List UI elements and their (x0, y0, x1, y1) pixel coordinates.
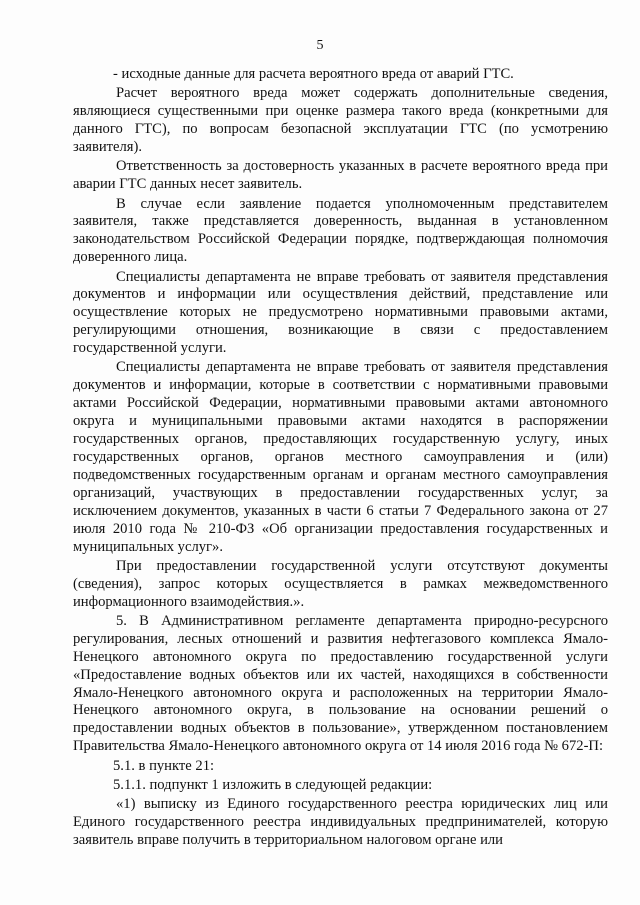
paragraph: 5.1.1. подпункт 1 изложить в следующей редакции: (113, 776, 433, 793)
paragraph: «1) выписку из Единого государственного реестра юридических лиц или Единого государственного реестра индивидуальных предпринимателей, которую заявитель вправе получить в территориальном налоговом органе или (73, 796, 608, 848)
paragraph: 5.1. в пункте 21: (113, 757, 215, 774)
page-number: 5 (316, 38, 324, 53)
paragraph: 5. В Административном регламенте департамента природно-ресурсного регулирования, лесных отношений и развития нефтегазового комплекса Ямало-Ненецкого автономного округа по предоставлению государственной услуги «Предоставление водных объектов или их частей, находящихся в собственности Ямало-Ненецкого автономного округа и расположенных на территории Ямало-Ненецкого автономного округа, в пользование на основании решений о предоставлении водных объектов в пользование», утвержденном постановлением Правительства Ямало-Ненецкого автономного округа от 14 июля 2016 года № 672-П: (73, 612, 608, 755)
paragraph: - исходные данные для расчета вероятного вреда от аварий ГТС. (113, 66, 514, 82)
paragraph: При предоставлении государственной услуги отсутствуют документы (сведения), запрос которых осуществляется в рамках межведомственного информационного взаимодействия.». (73, 557, 608, 610)
paragraph: В случае если заявление подается уполномоченным представителем заявителя, также представляется доверенность, выданная в установленном законодательством Российской Федерации порядке, подтверждающая полномочия доверенного лица. (73, 195, 608, 266)
document-body (73, 66, 608, 851)
paragraph: Специалисты департамента не вправе требовать от заявителя представления документов и информации, которые в соответствии с нормативными правовыми актами Российской Федерации, нормативными правовыми актами автономного округа и муниципальными правовыми актами находятся в распоряжении государственных органов, предоставляющих государственную услугу, иных государственных органов, органов местного самоуправления и (или) подведомственных государственным органам и органам местного самоуправления организаций, участвующих в предоставлении государственных услуг, за исключением документов, указанных в части 6 статьи 7 Федерального закона от 27 июля 2010 года № 210-ФЗ «Об организации предоставления государственных и муниципальных услуг». (73, 359, 608, 555)
paragraph: Специалисты департамента не вправе требовать от заявителя представления документов и информации или осуществления действий, представление или осуществление которых не предусмотрено нормативными правовыми актами, регулирующими отношения, возникающие в связи с предоставлением государственной услуги. (73, 268, 608, 357)
paragraph: Расчет вероятного вреда может содержать дополнительные сведения, являющиеся существенными при оценке размера такого вреда (конкретными для данного ГТС), по вопросам безопасной эксплуатации ГТС (по усмотрению заявителя). (73, 85, 608, 156)
paragraph: Ответственность за достоверность указанных в расчете вероятного вреда при аварии ГТС данных несет заявитель. (73, 158, 608, 193)
